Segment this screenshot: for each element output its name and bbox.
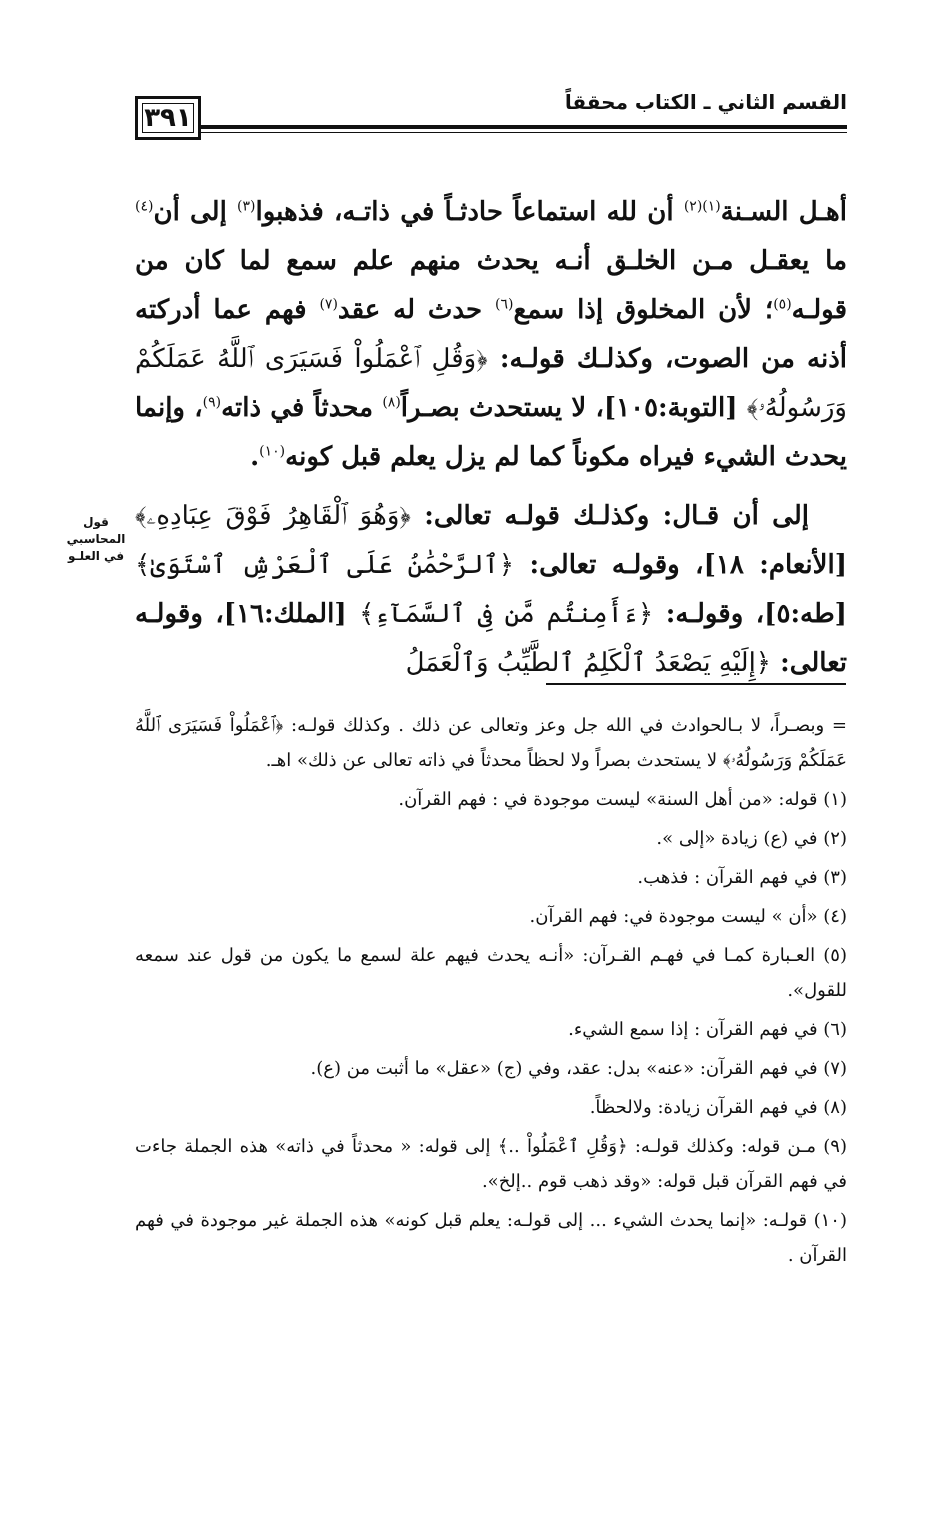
text-run: [التوبة:١٠٥]، لا يستحدث بصـراً xyxy=(400,393,747,423)
running-title: القسم الثاني ـ الكتاب محققاً xyxy=(564,90,847,114)
footnote-continuation: = وبصـراً، لا بـالحوادث في الله جل وعز وتعالى عن ذلك . وكذلك قولـه: ﴿ٱعْمَلُواْ فَسَيَرَى ٱللَّهُ عَمَلَكُمْ وَرَسُولُهُۥ﴾ لا يستحدث بصراً ولا لحظاً محدثاً في ذاته تعالى عن ذلك» اهـ. xyxy=(135,715,847,771)
text-run: [الملك:١٦]، وقولـه تعالى: xyxy=(135,599,847,678)
footnote-ref: (٩) xyxy=(202,394,222,411)
quran-verse: ﴿وَقُلِ ٱعْمَلُواْ فَسَيَرَى ٱللَّهُ عَمَلَكُمْ وَرَسُولُهُۥ﴾ xyxy=(135,344,847,423)
text-run: ؛ لأن المخلوق إذا سمع xyxy=(513,295,774,325)
footnote-1: (١) قوله: «من أهل السنة» ليست موجودة في : فهم القرآن. xyxy=(398,789,847,810)
header-rule-thin xyxy=(201,132,847,133)
margin-note-line: المحاسبي xyxy=(66,532,126,546)
text-run: [الأنعام: ١٨]، وقولـه تعالى: xyxy=(514,550,847,580)
quran-verse: ﴿ءَأَمِنتُم مَّن فِى ٱلسَّمَآءِ﴾ xyxy=(359,599,654,629)
text-run: إلى أن قـال: وكذلـك قولـه تعالى: xyxy=(410,501,809,531)
footnote-ref: (٥) xyxy=(773,296,792,313)
quran-verse: ﴿وَهُوَ ٱلْقَاهِرُ فَوْقَ عِبَادِهِۦ﴾ xyxy=(135,501,411,531)
footnote-ref: (٧) xyxy=(319,296,338,313)
margin-note xyxy=(60,514,132,565)
paragraph-1 xyxy=(135,188,847,482)
margin-note-line: في العلـو xyxy=(67,549,125,563)
footnote-9: (٩) مـن قوله: وكذلك قولـه: ﴿وَقُلِ ٱعْمَلُواْ ..﴾ إلى قوله: « محدثاً في ذاته» هذه الجملة جاءت في فهم القرآن قبل قوله: «وقد ذهب قوم ..إلخ». xyxy=(135,1136,847,1192)
header-rule-thick xyxy=(201,125,847,129)
text-run: . xyxy=(250,442,260,472)
footnote-8: (٨) في فهم القرآن زيادة: ولالحظاً. xyxy=(589,1097,847,1118)
text-run: [طه:٥]، وقولـه: xyxy=(653,599,847,629)
footnote-ref: (٤) xyxy=(135,198,154,215)
text-run: ، وإنما يحدث الشيء فيراه مكوناً كما لم يزل يعلم قبل كونه xyxy=(135,393,847,472)
text-run: إلى أن xyxy=(153,197,238,227)
page-number: ٣٩١ xyxy=(135,96,201,140)
footnote-10: (١٠) قولـه: «إنما يحدث الشيء ... إلى قولـه: يعلم قبل كونه» هذه الجملة غير موجودة في فهم القرآن . xyxy=(135,1210,847,1266)
footnote-ref: (١٠) xyxy=(259,443,286,460)
text-run: حدث له عقد xyxy=(337,295,496,325)
text-run: ما يعقـل مـن الخلـق أنـه يحدث منهم علم سمع لما كان من قولـه xyxy=(135,246,848,325)
text-run: محدثاً في ذاته xyxy=(221,393,383,423)
footnote-6: (٦) في فهم القرآن : إذا سمع الشيء. xyxy=(568,1019,847,1040)
footnote-ref: (٣) xyxy=(237,198,256,215)
footnote-ref: (٢) xyxy=(683,198,703,215)
page-header xyxy=(135,88,847,148)
quran-verse: ﴿إِلَيْهِ يَصْعَدُ ٱلْكَلِمُ ٱلطَّيِّبُ وَٱلْعَمَلُ xyxy=(405,648,772,678)
quran-verse: ﴿ٱلرَّحْمَٰنُ عَلَى ٱلْعَرْشِ ٱسْتَوَىٰ﴾ xyxy=(135,550,515,580)
footnote-3: (٣) في فهم القرآن : فذهب. xyxy=(637,867,847,888)
footnote-separator xyxy=(546,683,846,685)
footnote-2: (٢) في (ع) زيادة «إلى ». xyxy=(656,828,847,849)
footnote-ref: (٦) xyxy=(495,296,514,313)
footnote-4: (٤) «أن » ليست موجودة في: فهم القرآن. xyxy=(529,906,847,927)
text-run: أن لله استماعاً حادثـاً في ذاتـه، فذهبوا xyxy=(255,197,684,227)
paragraph-2 xyxy=(135,492,847,688)
margin-note-line: قول xyxy=(83,515,109,529)
footnote-5: (٥) العـبارة كمـا في فهـم القـرآن: «أنـه يحدث فيهم علة لسمع ما يكون من قول عند سمعه للقول». xyxy=(135,945,847,1001)
text-run: فهم عما أدركته أذنه من الصوت، وكذلـك قولـه: xyxy=(135,295,847,374)
footnotes xyxy=(135,708,847,1277)
footnote-7: (٧) في فهم القرآن: «عنه» بدل: عقد، وفي (ج) «عقل» ما أثبت من (ع). xyxy=(310,1058,847,1079)
text-run: أهـل السـنة xyxy=(720,197,847,227)
footnote-ref: (٨) xyxy=(382,394,401,411)
main-text xyxy=(135,188,847,688)
footnote-ref: (١) xyxy=(702,198,721,215)
